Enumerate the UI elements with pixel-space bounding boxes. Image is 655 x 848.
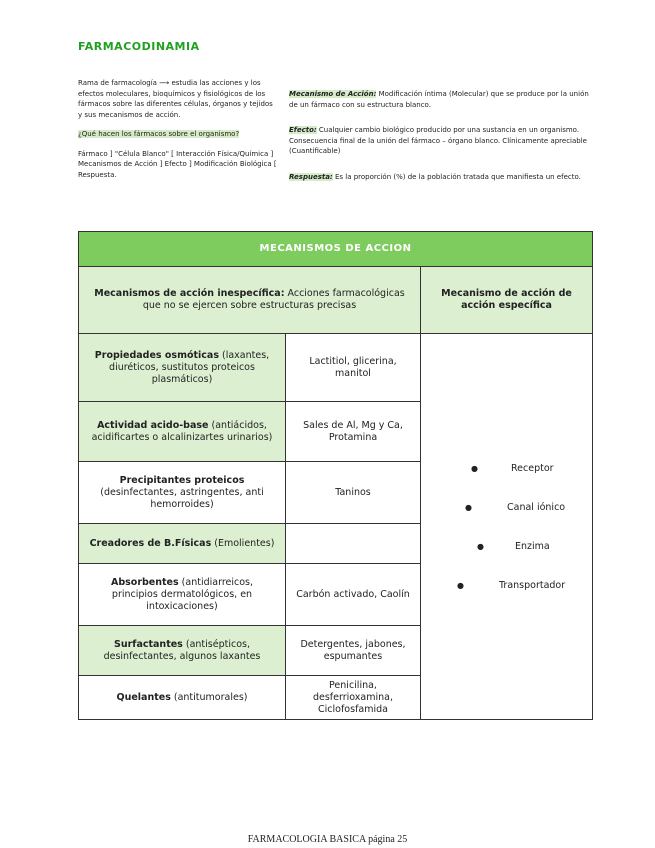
question-highlight: ¿Qué hacen los fármacos sobre el organismo?	[78, 130, 240, 138]
list-item	[429, 527, 584, 566]
list-item	[429, 488, 584, 527]
mechanism-detail: (antisépticos, desinfectantes, algunos laxantes	[103, 638, 261, 662]
bullet-icon: ●	[457, 580, 464, 590]
question-line	[78, 129, 278, 140]
definition-respuesta	[289, 172, 599, 183]
specific-item-label: Receptor	[511, 462, 554, 474]
mechanism-name: Precipitantes proteicos	[119, 474, 245, 486]
mechanism-name: Actividad acido-base	[97, 419, 209, 431]
specific-item-label: Canal iónico	[507, 501, 566, 513]
nonspecific-header-text: Acciones farmacológicas que no se ejercen sobre estructuras precisas	[142, 288, 405, 311]
mechanism-examples: Lactitiol, glicerina, manitol	[286, 334, 421, 402]
specific-header-label: Mecanismo de acción de acción específica	[441, 288, 572, 311]
mechanism-detail: (laxantes, diuréticos, sustitutos proteicos plasmáticos)	[109, 349, 270, 385]
mechanism-name-cell	[79, 524, 286, 564]
bullet-icon: ●	[471, 463, 478, 473]
mechanism-detail: (antiácidos, acidificartes o alcalinizartes urinarios)	[91, 419, 273, 443]
mechanism-name-cell	[79, 334, 286, 402]
mechanism-name-cell	[79, 676, 286, 720]
mechanism-detail: (antidiarreicos, principios dermatológicos, en intoxicaciones)	[111, 576, 254, 612]
mechanism-name-cell	[79, 462, 286, 524]
sequence-paragraph: Fármaco ] "Célula Blanco" [ Interacción Física/Química ] Mecanismos de Acción ] Efecto ] Modificación Biológica [ Respuesta.	[78, 149, 277, 179]
bullet-icon: ●	[465, 502, 472, 512]
list-item	[429, 566, 584, 605]
mechanism-name-cell	[79, 402, 286, 462]
specific-mechanisms-list	[429, 449, 584, 605]
mechanism-name: Creadores de B.Físicas	[89, 537, 212, 549]
table-row	[79, 334, 593, 402]
definition-efecto	[289, 125, 599, 157]
definition-term: Mecanismo de Acción:	[289, 90, 377, 98]
definition-text: Modificación íntima (Molecular) que se produce por la unión de un fármaco con su estructura blanco.	[289, 90, 589, 109]
mechanism-name: Absorbentes	[110, 576, 179, 588]
mechanism-name-cell	[79, 626, 286, 676]
mechanism-name-cell	[79, 564, 286, 626]
specific-item-label: Enzima	[515, 540, 550, 552]
mechanism-examples: Carbón activado, Caolín	[286, 564, 421, 626]
mechanism-name: Quelantes	[116, 691, 171, 703]
mechanism-examples: Penicilina, desferrioxamina, Ciclofosfamida	[286, 676, 421, 720]
mechanisms-table	[78, 231, 593, 720]
definition-term: Efecto:	[289, 126, 317, 134]
mechanism-name: Propiedades osmóticas	[94, 349, 219, 361]
mechanism-detail: (Emolientes)	[211, 537, 275, 549]
specific-mechanisms-cell	[421, 334, 593, 720]
nonspecific-header-bold: Mecanismos de acción inespecífica:	[94, 288, 285, 299]
intro-paragraph: Rama de farmacología ⟶ estudia las acciones y los efectos moleculares, bioquímicos y fisiológicos de los fármacos sobre las diferentes células, órganos y tejidos y sus mecanismos de acción.	[78, 79, 273, 119]
left-column	[78, 78, 278, 189]
table-title: MECANISMOS DE ACCION	[79, 232, 593, 267]
page-title: FARMACODINAMIA	[78, 40, 200, 53]
definition-text: Es la proporción (%) de la población tratada que manifiesta un efecto.	[332, 172, 581, 181]
nonspecific-header	[79, 267, 421, 334]
list-item	[429, 449, 584, 488]
specific-item-label: Transportador	[499, 579, 566, 591]
definition-text: Cualquier cambio biológico producido por una sustancia en un organismo. Consecuencia final de la unión del fármaco – órgano blanco. Clínicamente apreciable (Cuantificable)	[289, 126, 587, 155]
mechanism-examples	[286, 524, 421, 564]
definition-mecanismo	[289, 89, 599, 110]
definition-term: Respuesta:	[289, 172, 333, 181]
mechanism-examples: Detergentes, jabones, espumantes	[286, 626, 421, 676]
right-column	[289, 89, 599, 197]
bullet-icon: ●	[477, 541, 484, 551]
mechanism-detail: (desinfectantes, astringentes, anti hemorroides)	[100, 486, 264, 510]
page-footer: FARMACOLOGIA BASICA página 25	[247, 834, 408, 845]
specific-header	[421, 267, 593, 334]
mechanism-detail: (antitumorales)	[170, 691, 248, 703]
mechanism-name: Surfactantes	[114, 638, 183, 650]
mechanism-examples: Taninos	[286, 462, 421, 524]
mechanism-examples: Sales de Al, Mg y Ca, Protamina	[286, 402, 421, 462]
